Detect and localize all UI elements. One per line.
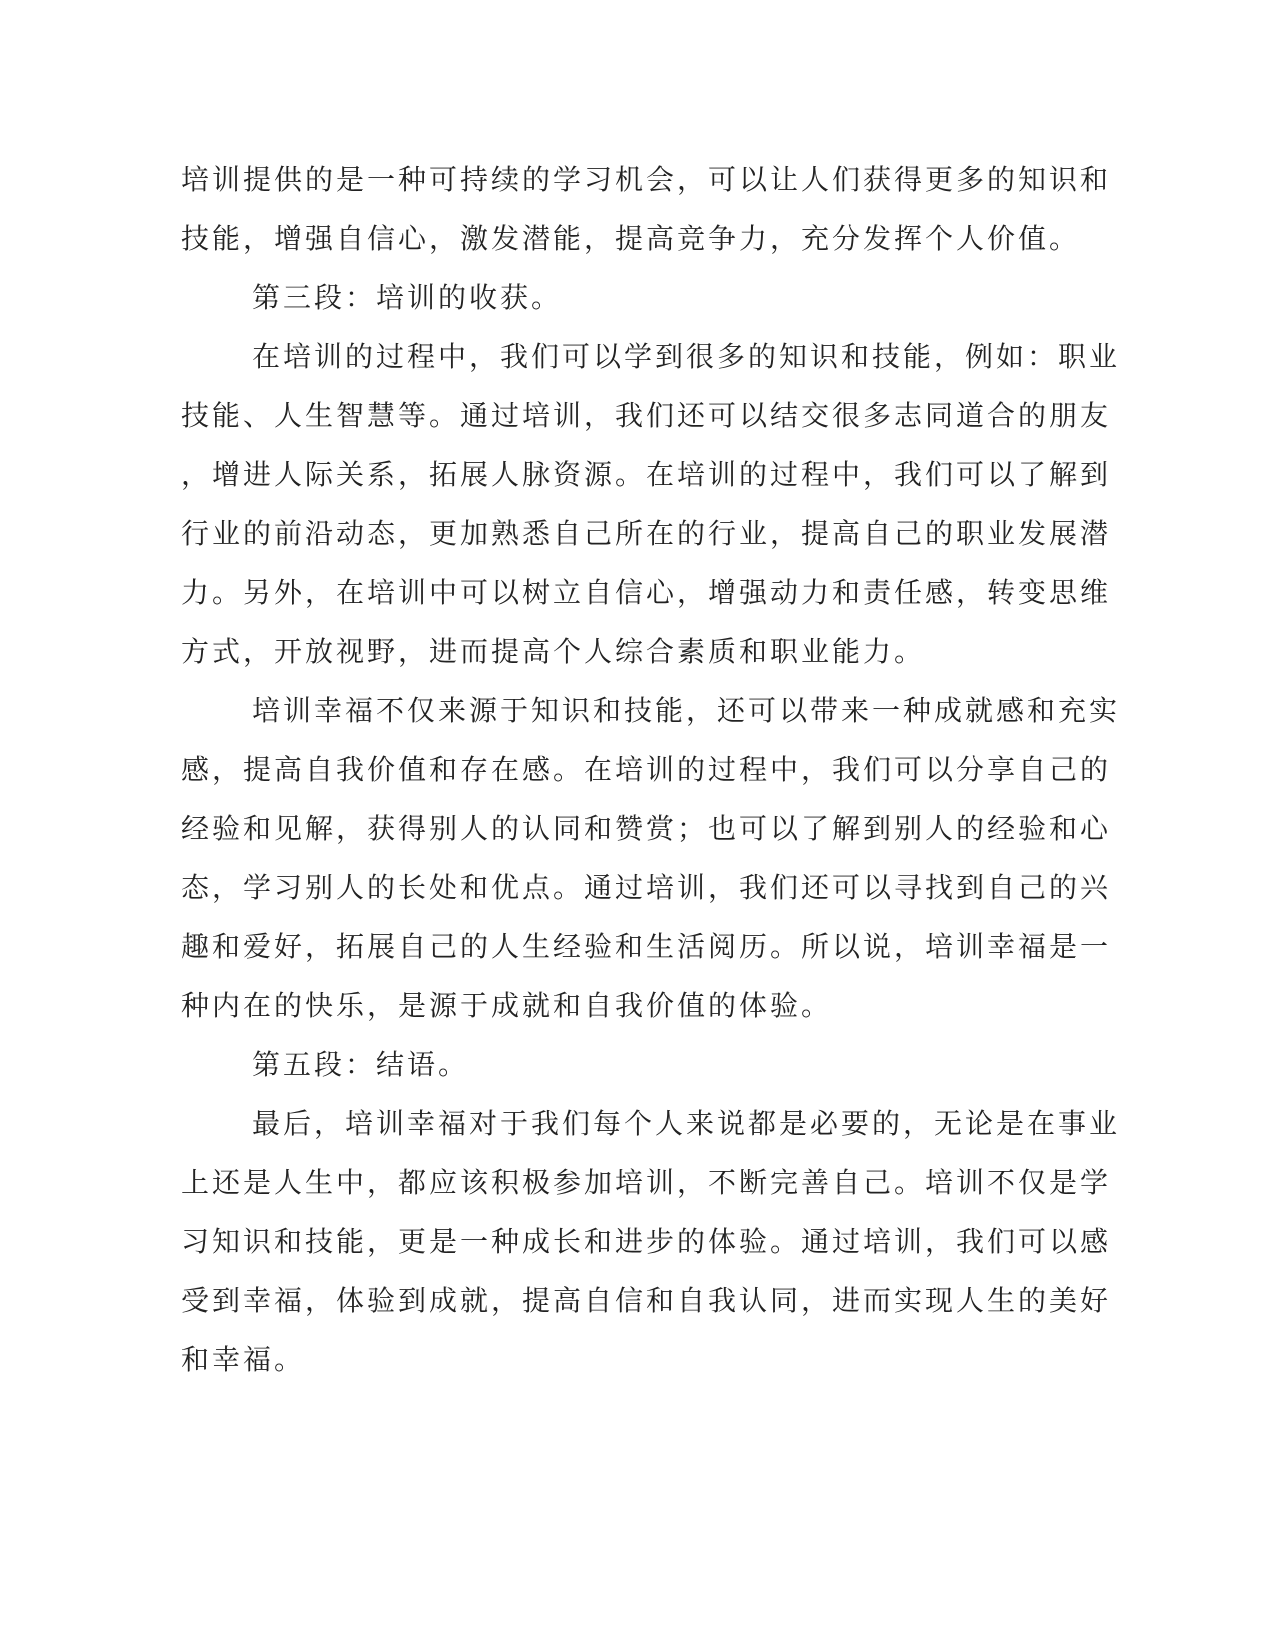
text-line: 培训提供的是一种可持续的学习机会，可以让人们获得更多的知识和 (181, 163, 1112, 196)
text-line: 在培训的过程中，我们可以学到很多的知识和技能，例如：职业 (252, 340, 1121, 373)
text-line: 行业的前沿动态，更加熟悉自己所在的行业，提高自己的职业发展潜 (181, 517, 1112, 550)
text-line: 方式，开放视野，进而提高个人综合素质和职业能力。 (181, 635, 926, 668)
section-heading: 第五段：结语。 (252, 1048, 470, 1081)
text-line: 种内在的快乐，是源于成就和自我价值的体验。 (181, 989, 833, 1022)
text-line: 上还是人生中，都应该积极参加培训，不断完善自己。培训不仅是学 (181, 1166, 1112, 1199)
text-line: ，增进人际关系，拓展人脉资源。在培训的过程中，我们可以了解到 (181, 458, 1112, 491)
text-line: 习知识和技能，更是一种成长和进步的体验。通过培训，我们可以感 (181, 1225, 1112, 1258)
text-line: 和幸福。 (181, 1343, 306, 1376)
text-line: 态，学习别人的长处和优点。通过培训，我们还可以寻找到自己的兴 (181, 871, 1112, 904)
text-line: 技能，增强自信心，激发潜能，提高竞争力，充分发挥个人价值。 (181, 222, 1081, 255)
text-line: 经验和见解，获得别人的认同和赞赏；也可以了解到别人的经验和心 (181, 812, 1112, 845)
text-line: 力。另外，在培训中可以树立自信心，增强动力和责任感，转变思维 (181, 576, 1112, 609)
text-line: 技能、人生智慧等。通过培训，我们还可以结交很多志同道合的朋友 (181, 399, 1112, 432)
text-line: 培训幸福不仅来源于知识和技能，还可以带来一种成就感和充实 (252, 694, 1121, 727)
section-heading: 第三段：培训的收获。 (252, 281, 563, 314)
text-line: 受到幸福，体验到成就，提高自信和自我认同，进而实现人生的美好 (181, 1284, 1112, 1317)
text-line: 感，提高自我价值和存在感。在培训的过程中，我们可以分享自己的 (181, 753, 1112, 786)
text-line: 最后，培训幸福对于我们每个人来说都是必要的，无论是在事业 (252, 1107, 1121, 1140)
text-line: 趣和爱好，拓展自己的人生经验和生活阅历。所以说，培训幸福是一 (181, 930, 1112, 963)
